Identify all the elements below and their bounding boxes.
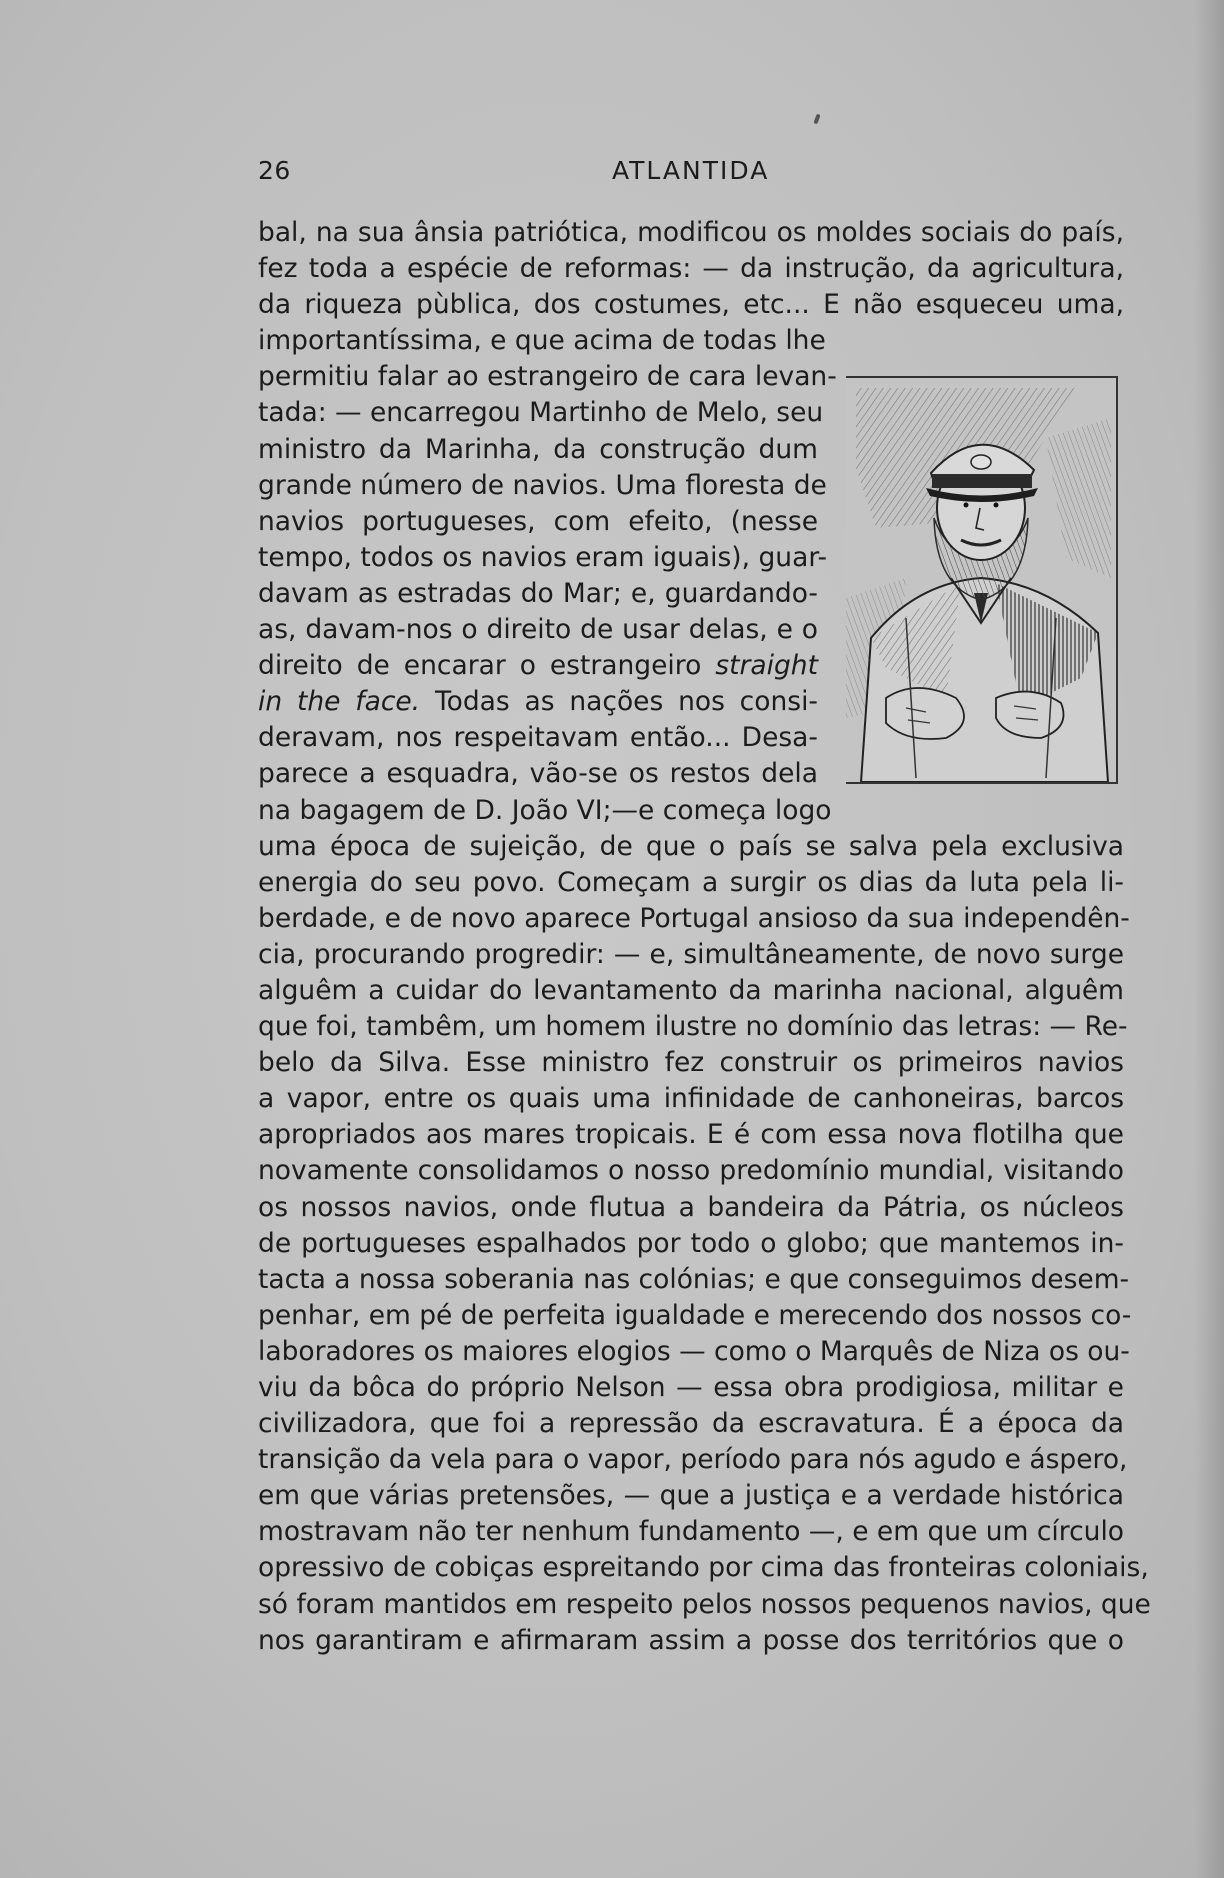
text-line: na bagagem de D. João VI;—e começa logo: [258, 794, 832, 826]
text-line: permitiu falar ao estrangeiro de cara levan-: [258, 361, 837, 393]
text-line: laboradores os maiores elogios — como o Marquês de Niza os ou-: [258, 1335, 1130, 1367]
text-line: penhar, em pé de perfeita igualdade e merecendo dos nossos co-: [258, 1299, 1132, 1331]
text-line: apropriados aos mares tropicais. E é com essa nova flotilha que: [258, 1119, 1124, 1151]
italic-phrase: straight: [715, 650, 818, 682]
text-line: novamente consolidamos o nosso predomínio mundial, visitando: [258, 1155, 1124, 1187]
text-line: que foi, tambêm, um homem ilustre no domínio das letras: — Re-: [258, 1011, 1128, 1043]
text-line: cia, procurando progredir: — e, simultâneamente, de novo surge: [258, 938, 1124, 970]
text-segment: direito de encarar o estrangeiro: [258, 650, 702, 682]
text-line: viu da bôca do próprio Nelson — essa obra prodigiosa, militar e: [258, 1372, 1124, 1403]
page-edge-shadow: [1194, 0, 1224, 1878]
text-line: tada: — encarregou Martinho de Melo, seu: [258, 397, 824, 429]
text-line: bal, na sua ânsia patriótica, modificou os moldes sociais do país,: [258, 217, 1124, 248]
text-line: só foram mantidos em respeito pelos nossos pequenos navios, que: [258, 1588, 1151, 1620]
page-number: 26: [258, 156, 291, 185]
text-line: ministro da Marinha, da construção dum: [258, 433, 818, 465]
text-line: de portugueses espalhados por todo o globo; que mantemos in-: [258, 1227, 1124, 1259]
text-line: importantíssima, e que acima de todas lhe: [258, 325, 826, 357]
text-line: deravam, nos respeitavam então... Desa-: [258, 722, 818, 754]
text-line: civilizadora, que foi a repressão da escravatura. É a época da: [258, 1408, 1124, 1440]
text-line: fez toda a espécie de reformas: — da instrução, da agricultura,: [258, 253, 1124, 285]
text-line-with-italic: [258, 648, 818, 684]
text-line: energia do seu povo. Começam a surgir os dias da luta pela li-: [258, 866, 1124, 898]
text-line: mostravam não ter nenhum fundamento —, e em que um círculo: [258, 1516, 1125, 1548]
text-line: as, davam-nos o direito de usar delas, e o: [258, 614, 818, 646]
portrait-illustration: [846, 376, 1118, 784]
text-line: opressivo de cobiças espreitando por cima das fronteiras coloniais,: [258, 1552, 1149, 1584]
text-line: alguêm a cuidar do levantamento da marinha nacional, alguêm: [258, 974, 1124, 1006]
text-line: a vapor, entre os quais uma infinidade de canhoneiras, barcos: [258, 1083, 1124, 1115]
page-header: [258, 152, 1124, 192]
ink-speck: [813, 114, 820, 125]
text-line-with-italic: [258, 684, 818, 720]
text-line: transição da vela para o vapor, período para nós agudo e áspero,: [258, 1444, 1128, 1476]
text-line: berdade, e de novo aparece Portugal ansioso da sua independên-: [258, 902, 1130, 934]
text-line: navios portugueses, com efeito, (nesse: [258, 505, 818, 537]
text-line: tempo, todos os navios eram iguais), guar-: [258, 541, 828, 573]
text-line: nos garantiram e afirmaram assim a posse dos territórios que o: [258, 1624, 1124, 1656]
text-line: belo da Silva. Esse ministro fez construir os primeiros navios: [258, 1047, 1124, 1079]
italic-phrase: in the face.: [258, 686, 421, 718]
text-line: uma época de sujeição, de que o país se salva pela exclusiva: [258, 830, 1124, 862]
text-line: parece a esquadra, vão-se os restos dela: [258, 758, 818, 790]
text-line: em que várias pretensões, — que a justiça e a verdade histórica: [258, 1480, 1124, 1512]
text-line: da riqueza pùblica, dos costumes, etc... E não esqueceu uma,: [258, 289, 1124, 321]
text-line: os nossos navios, onde flutua a bandeira da Pátria, os núcleos: [258, 1191, 1124, 1223]
text-line: davam as estradas do Mar; e, guardando-: [258, 577, 818, 609]
running-title: ATLANTIDA: [612, 156, 770, 185]
text-line: tacta a nossa soberania nas colónias; e que conseguimos desem-: [258, 1263, 1130, 1295]
text-segment: Todas as nações nos consi-: [434, 686, 818, 718]
text-line: grande número de navios. Uma floresta de: [258, 469, 827, 501]
naval-officer-portrait: [846, 378, 1116, 782]
